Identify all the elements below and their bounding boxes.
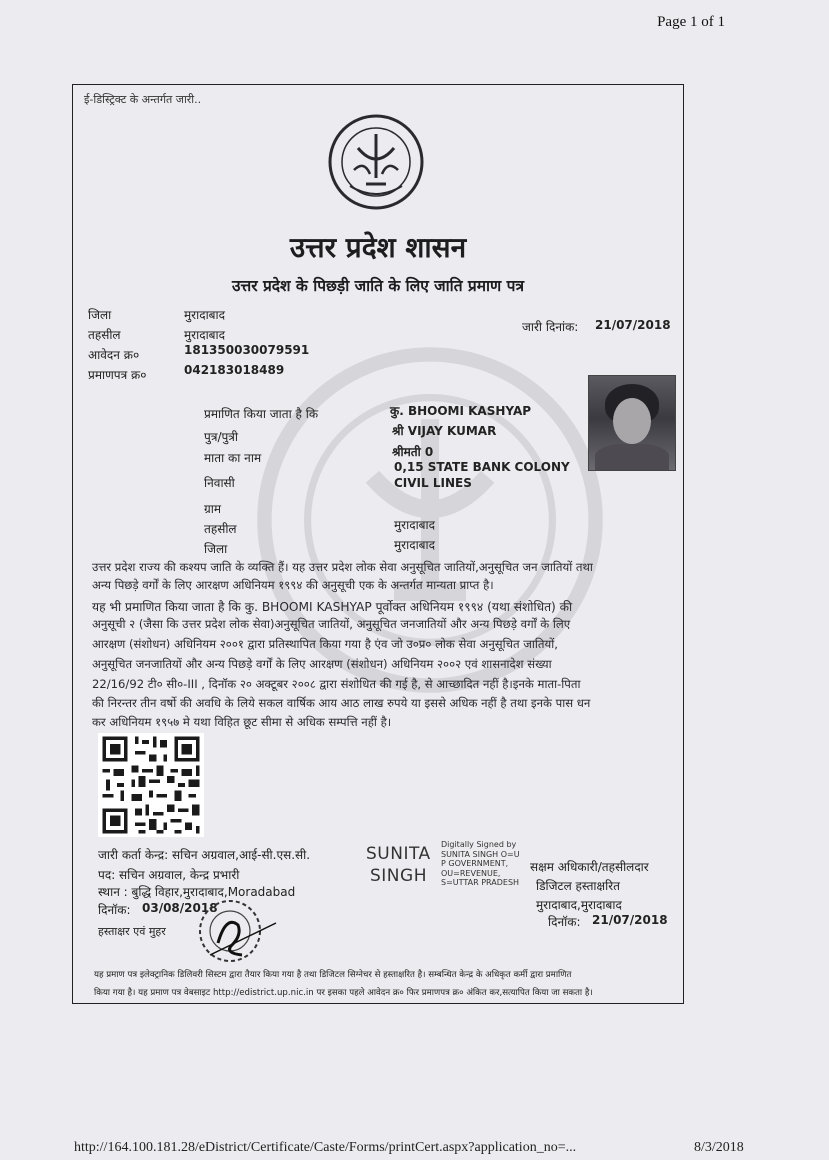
body-line-9: कर अधिनियम १९५७ मे यथा विहित छूट सीमा से अधिक सम्पत्ति नहीं है। xyxy=(92,715,392,729)
mother-name: श्रीमती 0 xyxy=(392,445,434,459)
footnote-line-1: यह प्रमाण पत्र इलेक्ट्रानिक डिलिवरी सिस्टम द्वारा तैयार किया गया है तथा डिजिटल सिग्नेचर से हस्ताक्षरित है। सम्बन्धित केन्द्र के अधिकृत कर्मी द्वारा प्रमाणित xyxy=(94,970,572,980)
person-district-value: मुरादाबाद xyxy=(394,538,436,552)
body-line-2: अन्य पिछड़े वर्गों के लिए आरक्षण अधिनियम १९९४ की अनुसूची एक के अन्तर्गत मान्यता प्राप्त है। xyxy=(92,578,494,592)
authority-date-label: दिनॉक: xyxy=(548,915,581,929)
footnote-line-2: किया गया है। यह प्रमाण पत्र वेबसाइट http://edistrict.up.nic.in पर इसका पहले आवेदन क्र० फिर प्रमाणपत्र क्र० अंकित कर,सत्यापित किया जा सकता है। xyxy=(94,988,593,998)
application-number: 181350030079591 xyxy=(184,343,310,357)
certificate-number: 042183018489 xyxy=(184,363,285,377)
person-district-label: जिला xyxy=(204,542,228,556)
round-seal-stamp-icon xyxy=(180,895,280,965)
certificate-title: उत्तर प्रदेश शासन xyxy=(289,231,467,264)
body-line-7: 22/16/92 टी० सी०-III , दिनॉक २० अक्टूबर २००८ द्वारा संशोधित की गई है, से आच्छादित नहीं है।इनके माता-पिता xyxy=(92,677,581,691)
certificate-subtitle: उत्तर प्रदेश के पिछड़ी जाति के लिए जाति प्रमाण पत्र xyxy=(232,277,524,295)
print-url: http://164.100.181.28/eDistrict/Certificate/Caste/Forms/printCert.aspx?application_no=... xyxy=(74,1140,577,1155)
issuing-centre: जारी कर्ता केन्द्र: सचिन अग्रवाल,आई-सी.एस.सी. xyxy=(98,848,311,862)
father-name: श्री VIJAY KUMAR xyxy=(392,424,497,438)
district-label: जिला xyxy=(88,308,112,322)
person-tehsil-value: मुरादाबाद xyxy=(394,518,436,532)
mother-label: माता का नाम xyxy=(204,451,262,465)
body-line-3: यह भी प्रमाणित किया जाता है कि कु. BHOOMI KASHYAP पूर्वोक्त अधिनियम १९९४ (यथा संशोधित) की xyxy=(92,600,573,614)
body-line-5: आरक्षण (संशोधन) अधिनियम २००१ द्वारा प्रतिस्थापित किया गया है एंव जो उ०प्र० लोक सेवा अनुसूचित जातियों, xyxy=(92,637,558,651)
body-line-8: की निरन्तर तीन वर्षो की अवधि के लिये सकल वार्षिक आय आठ लाख रुपये या इससे अधिक नहीं है तथा इनके पास धन xyxy=(92,696,591,710)
body-line-1: उत्तर प्रदेश राज्य की कश्यप जाति के व्यक्ति हैं। यह उत्तर प्रदेश लोक सेवा अनुसूचित जातियों,अनुसूचित जन जातियों तथा xyxy=(92,560,593,574)
resident-label: निवासी xyxy=(204,476,235,490)
tehsil-label: तहसील xyxy=(88,328,121,342)
verification-qr-code xyxy=(98,733,204,837)
issuer-date: 03/08/2018 xyxy=(142,901,218,915)
body-line-4: अनुसूची २ (जैसा कि उत्तर प्रदेश लोक सेवा)अनुसूचित जातियों, अनुसूचित जनजातियों और अन्य पिछड़े वर्गों के लिए xyxy=(92,617,571,631)
issue-date: 21/07/2018 xyxy=(595,318,671,332)
tehsil-value: मुरादाबाद xyxy=(184,328,226,342)
authority-line-2: डिजिटल हस्ताक्षरित xyxy=(536,879,620,893)
signer-name-line-2: SINGH xyxy=(370,866,427,886)
issuer-post: पद: सचिन अग्रवाल, केन्द्र प्रभारी xyxy=(98,868,240,882)
up-government-emblem-icon xyxy=(326,112,426,212)
person-tehsil-label: तहसील xyxy=(204,522,237,536)
certify-label: प्रमाणित किया जाता है कि xyxy=(204,407,319,421)
issuer-date-label: दिनॉक: xyxy=(98,903,131,917)
district-value: मुरादाबाद xyxy=(184,308,226,322)
seal-label: हस्ताक्षर एवं मुहर xyxy=(98,925,166,938)
address-line-1: 0,15 STATE BANK COLONY xyxy=(394,460,570,474)
authority-date: 21/07/2018 xyxy=(592,913,668,927)
signature-details: Digitally Signed by SUNITA SINGH O=U P GOVERNMENT, OU=REVENUE, S=UTTAR PRADESH xyxy=(441,840,520,887)
applicant-name: कु. BHOOMI KASHYAP xyxy=(390,404,532,418)
body-line-6: अनुसूचित जनजातियों और अन्य पिछड़े वर्गों के लिए आरक्षण (संशोधन) अधिनियम २००२ एवं शासनादेश संख्या xyxy=(92,657,552,671)
village-label: ग्राम xyxy=(204,502,222,516)
authority-line-1: सक्षम अधिकारी/तहसीलदार xyxy=(530,860,649,874)
certificate-number-label: प्रमाणपत्र क्र० xyxy=(88,368,147,382)
authority-line-3: मुरादाबाद,मुरादाबाद xyxy=(536,898,622,912)
page-counter: Page 1 of 1 xyxy=(657,14,725,30)
print-date: 8/3/2018 xyxy=(694,1140,744,1155)
application-label: आवेदन क्र० xyxy=(88,348,140,362)
signer-name-line-1: SUNITA xyxy=(366,844,431,864)
issue-date-label: जारी दिनांक: xyxy=(522,320,579,334)
applicant-photo xyxy=(588,375,676,471)
pre-title: ई-डिस्ट्रिक्ट के अन्तर्गत जारी.. xyxy=(84,93,202,106)
address-line-2: CIVIL LINES xyxy=(394,476,472,490)
relation-label: पुत्र/पुत्री xyxy=(204,430,239,444)
issuer-place: स्थान : बुद्धि विहार,मुरादाबाद,Moradabad xyxy=(98,885,296,899)
